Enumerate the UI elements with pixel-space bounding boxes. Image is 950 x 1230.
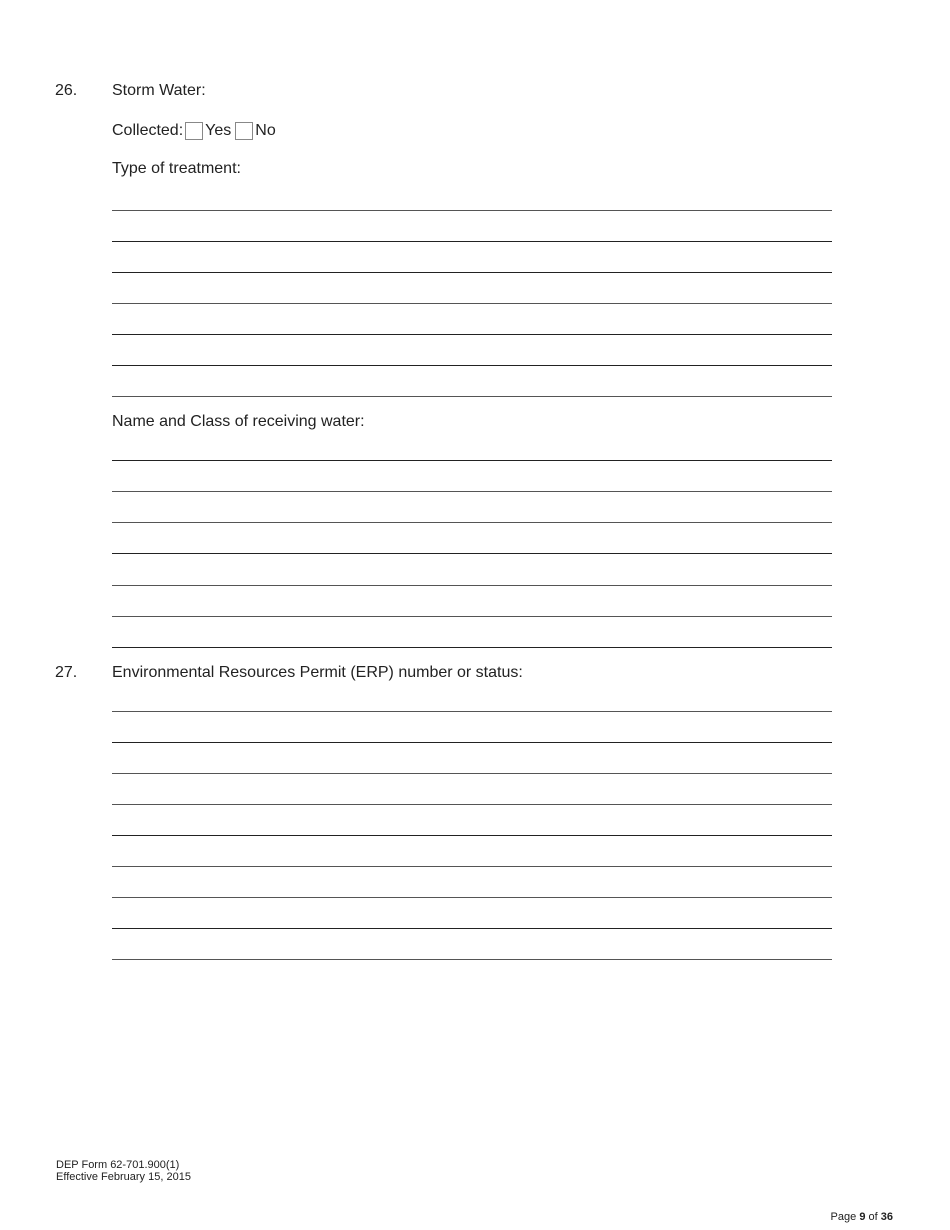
page-current: 9	[859, 1211, 866, 1223]
receiving-water-line-4[interactable]	[112, 553, 832, 554]
receiving-water-line-2[interactable]	[112, 491, 832, 492]
page-total: 36	[880, 1211, 893, 1223]
treatment-line-7[interactable]	[112, 396, 832, 397]
collected-no-checkbox[interactable]	[235, 122, 253, 140]
erp-heading: Environmental Resources Permit (ERP) number or status:	[112, 664, 523, 681]
erp-line-8[interactable]	[112, 928, 832, 929]
erp-line-3[interactable]	[112, 773, 832, 774]
form-number: DEP Form 62-701.900(1)	[56, 1159, 180, 1171]
treatment-line-5[interactable]	[112, 334, 832, 335]
erp-line-9[interactable]	[112, 959, 832, 960]
treatment-line-1[interactable]	[112, 210, 832, 211]
item-number-27: 27.	[55, 664, 78, 681]
page-of: of	[868, 1211, 878, 1223]
collected-yes-checkbox[interactable]	[185, 122, 203, 140]
effective-date: Effective February 15, 2015	[56, 1171, 191, 1183]
receiving-water-line-1[interactable]	[112, 460, 832, 461]
erp-line-2[interactable]	[112, 742, 832, 743]
receiving-water-line-7[interactable]	[112, 647, 832, 648]
receiving-water-line-3[interactable]	[112, 522, 832, 523]
storm-water-heading: Storm Water:	[112, 82, 206, 99]
receiving-water-line-5[interactable]	[112, 585, 832, 586]
form-footer	[56, 1159, 191, 1183]
erp-line-5[interactable]	[112, 835, 832, 836]
treatment-line-2[interactable]	[112, 241, 832, 242]
no-label: No	[255, 122, 276, 139]
page-prefix: Page	[830, 1211, 857, 1223]
treatment-line-4[interactable]	[112, 303, 832, 304]
treatment-line-6[interactable]	[112, 365, 832, 366]
receiving-water-label: Name and Class of receiving water:	[112, 413, 365, 430]
erp-line-1[interactable]	[112, 711, 832, 712]
collected-row	[112, 122, 276, 140]
yes-label: Yes	[205, 122, 232, 139]
item-number-26: 26.	[55, 82, 78, 99]
erp-line-4[interactable]	[112, 804, 832, 805]
page-number	[831, 1211, 893, 1223]
treatment-line-3[interactable]	[112, 272, 832, 273]
erp-line-7[interactable]	[112, 897, 832, 898]
treatment-label: Type of treatment:	[112, 160, 241, 177]
receiving-water-line-6[interactable]	[112, 616, 832, 617]
collected-label: Collected:	[112, 122, 184, 139]
erp-line-6[interactable]	[112, 866, 832, 867]
